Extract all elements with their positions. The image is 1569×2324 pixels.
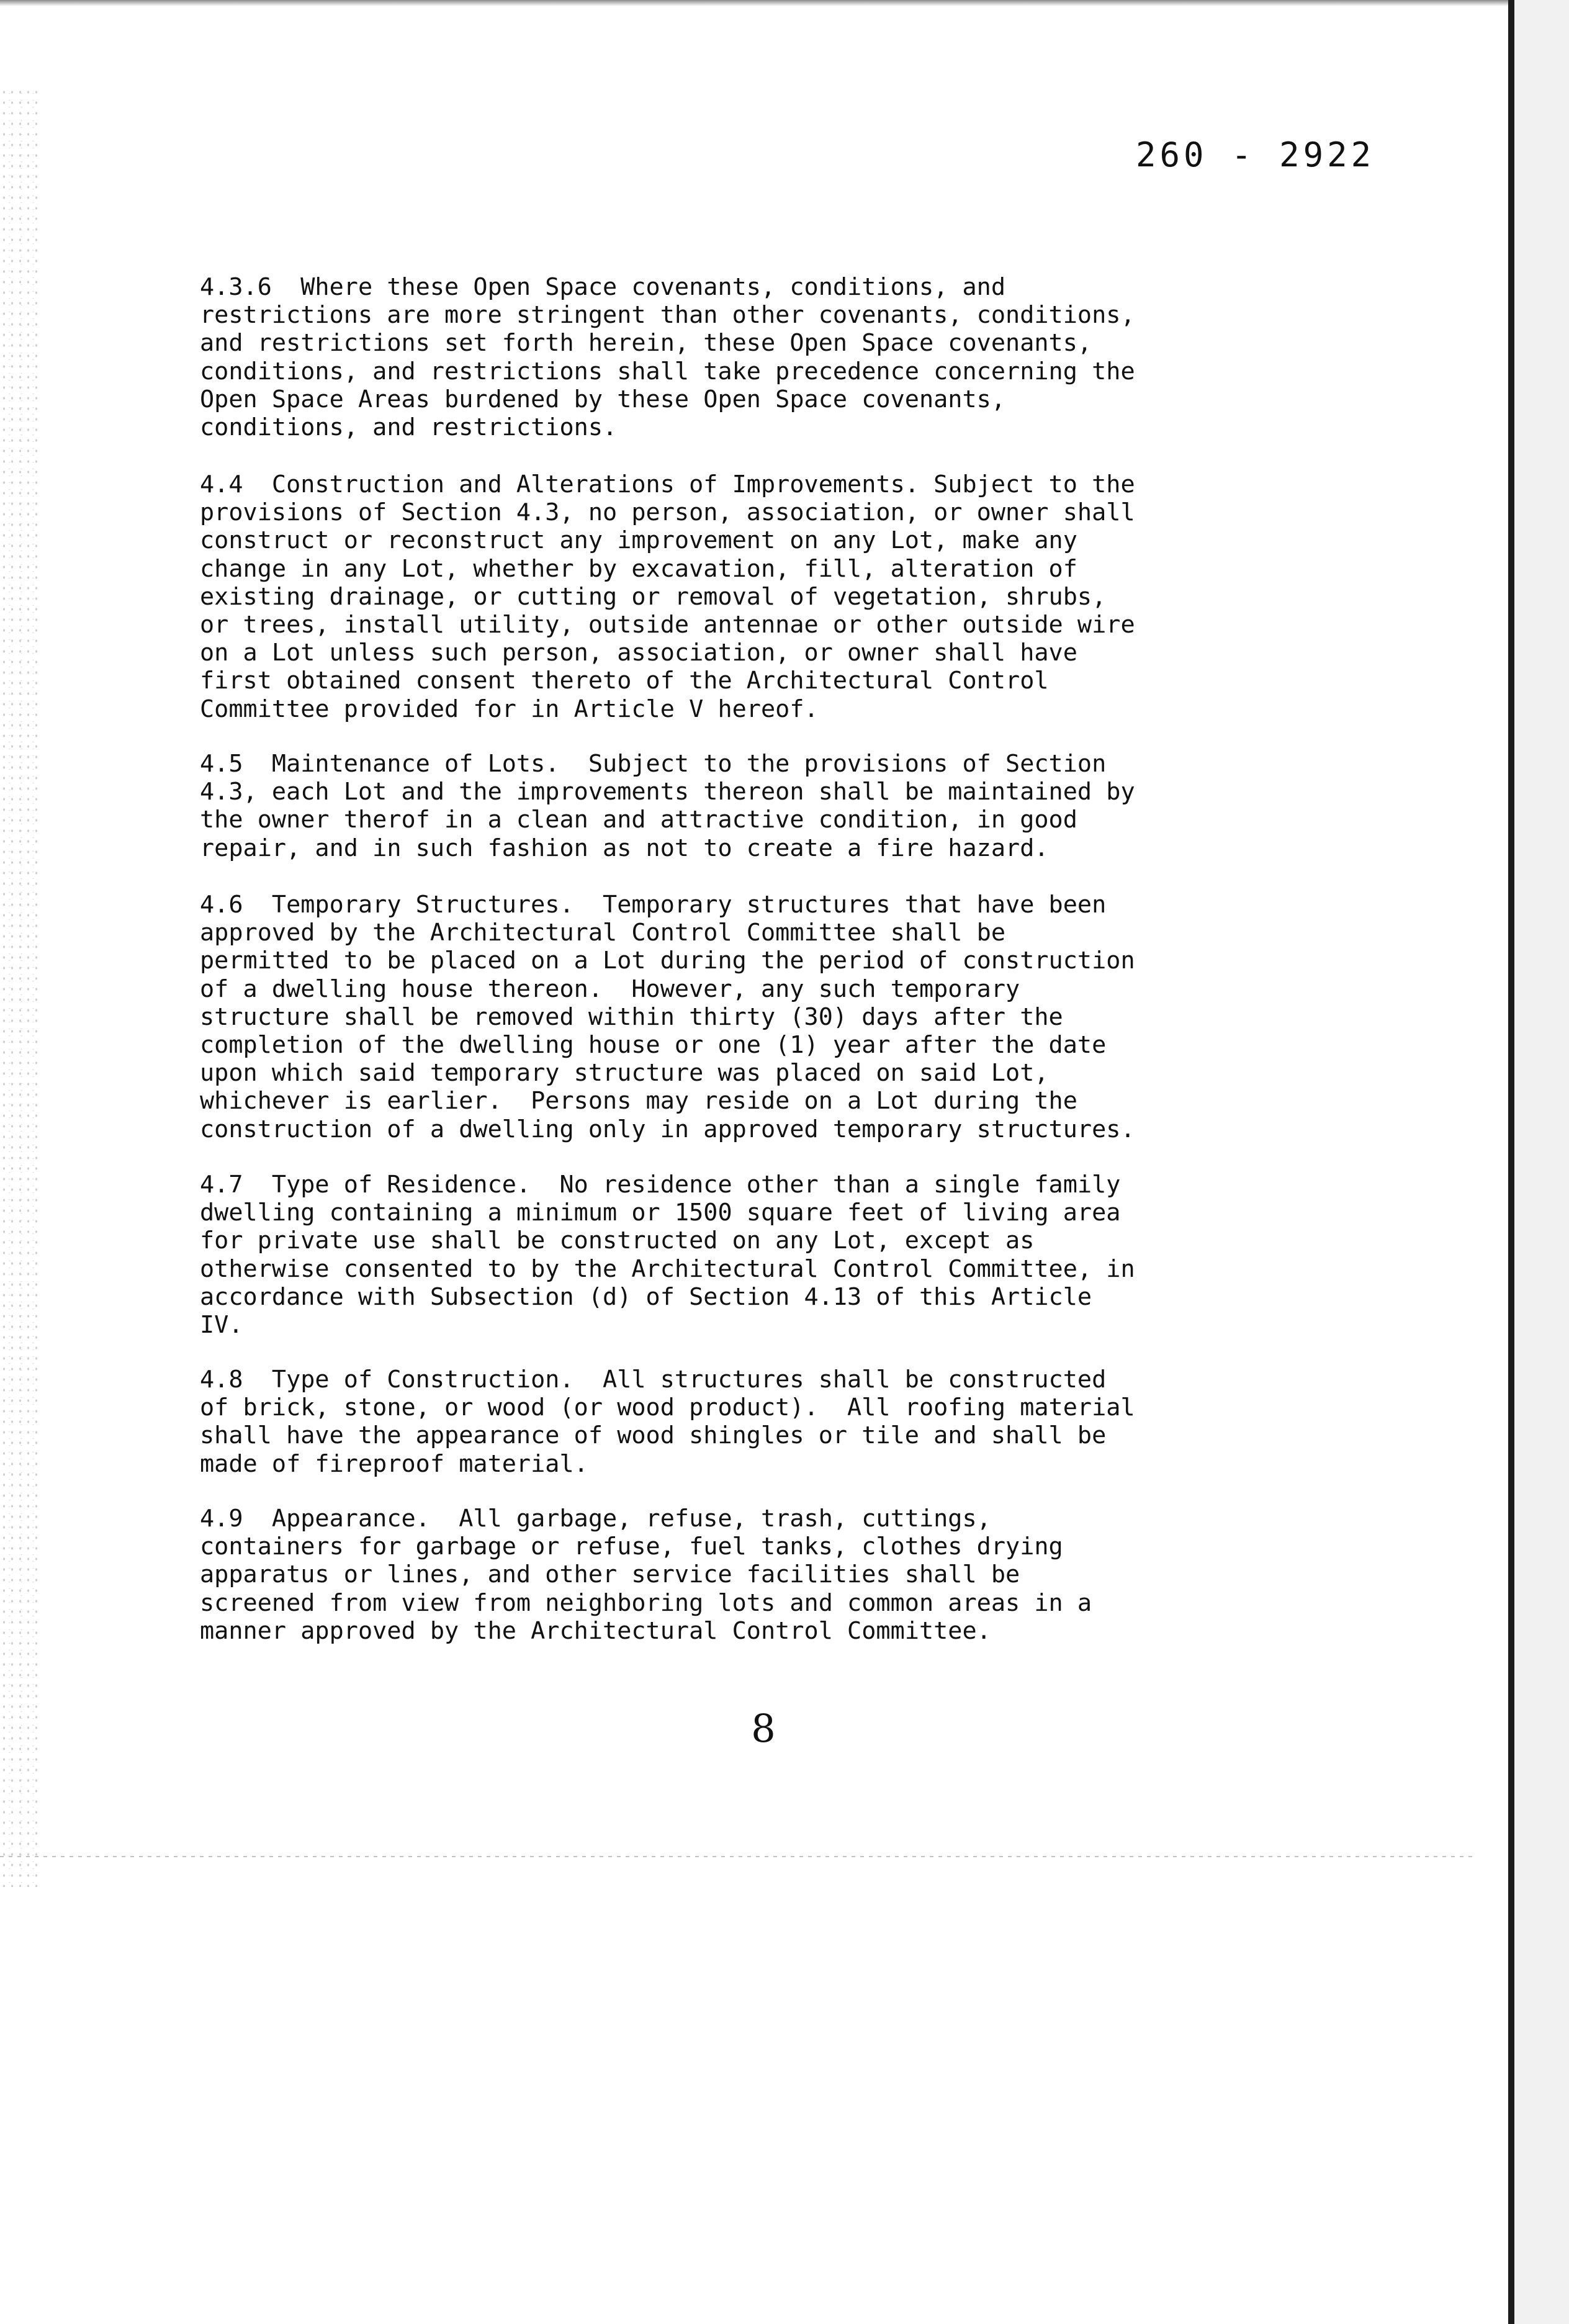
section-4-4: 4.4 Construction and Alterations of Improvements. Subject to the provisions of Section 4.3, no person, association, or owner shall construct or reconstruct any improvement on any Lot, make any change in any Lot, whether by excavation, fill, alteration of existing drainage, or cutting or removal of vegetation, shrubs, or trees, install utility, outside antennae or other outside wire on a Lot unless such person, association, or owner shall have first obtained consent thereto of the Architectural Control Committee provided for in Article V hereof. (200, 471, 1135, 723)
section-4-8: 4.8 Type of Construction. All structures shall be constructed of brick, stone, or wood (or wood product). All roofing material shall have the appearance of wood shingles or tile and shall be made of fireproof material. (200, 1366, 1135, 1478)
page-number: 8 (751, 1706, 776, 1751)
scan-left-speckle (0, 87, 43, 1887)
section-4-3-6: 4.3.6 Where these Open Space covenants, conditions, and restrictions are more stringent than other covenants, conditions, and restrictions set forth herein, these Open Space covenants, conditions, and restrictions shall take precedence concerning the Open Space Areas burdened by these Open Space covenants, conditions, and restrictions. (200, 273, 1135, 442)
document-number: 260 - 2922 (1136, 135, 1375, 174)
scan-right-margin (1514, 0, 1569, 2324)
scan-fold-line (0, 1856, 1477, 1857)
section-4-9: 4.9 Appearance. All garbage, refuse, trash, cuttings, containers for garbage or refuse, fuel tanks, clothes drying apparatus or lines, and other service facilities shall be screened from view from neighboring lots and common areas in a manner approved by the Architectural Control Committee. (200, 1505, 1092, 1645)
scan-top-edge (0, 0, 1514, 6)
scan-right-border (1508, 0, 1514, 2324)
section-4-5: 4.5 Maintenance of Lots. Subject to the provisions of Section 4.3, each Lot and the improvements thereon shall be maintained by the owner therof in a clean and attractive condition, in good repair, and in such fashion as not to create a fire hazard. (200, 750, 1135, 862)
section-4-6: 4.6 Temporary Structures. Temporary structures that have been approved by the Architectural Control Committee shall be permitted to be placed on a Lot during the period of construction of a dwelling house thereon. However, any such temporary structure shall be removed within thirty (30) days after the completion of the dwelling house or one (1) year after the date upon which said temporary structure was placed on said Lot, whichever is earlier. Persons may reside on a Lot during the construction of a dwelling only in approved temporary structures. (200, 891, 1135, 1143)
section-4-7: 4.7 Type of Residence. No residence other than a single family dwelling containing a minimum or 1500 square feet of living area for private use shall be constructed on any Lot, except as otherwise consented to by the Architectural Control Committee, in accordance with Subsection (d) of Section 4.13 of this Article IV. (200, 1171, 1135, 1340)
